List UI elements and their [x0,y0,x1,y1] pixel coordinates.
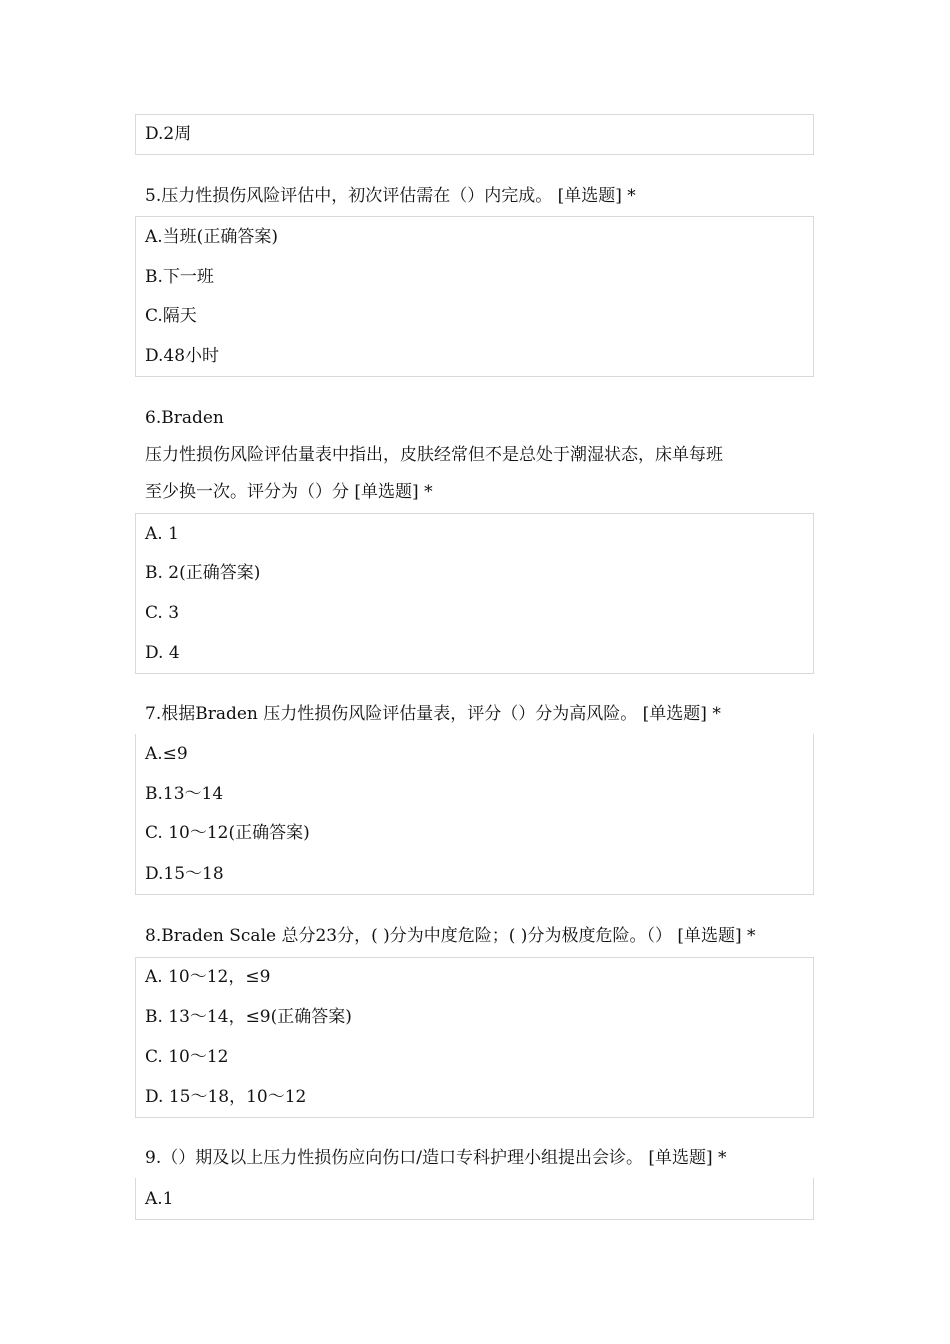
q6-options [135,513,814,674]
q9-options [135,1178,814,1220]
q4-option-d[interactable]: D.2周 [145,124,192,144]
q6-option-d[interactable]: D. 4 [145,643,180,663]
q7-option-b[interactable]: B.13～14 [145,784,224,804]
q8-options [135,957,814,1118]
q6-option-a[interactable]: A. 1 [145,524,179,544]
q7-option-d[interactable]: D.15～18 [145,864,224,884]
q5-option-c[interactable]: C.隔天 [145,306,197,326]
q5-question: 5.压力性损伤风险评估中，初次评估需在（）内完成。 [单选题] * [145,186,636,206]
q8-option-a[interactable]: A. 10～12，≤9 [145,967,271,987]
q5-options [135,216,814,377]
q6-question-line3: 至少换一次。评分为（）分 [单选题] * [145,482,433,502]
q5-option-a[interactable]: A.当班(正确答案) [145,227,278,247]
q7-question: 7.根据Braden 压力性损伤风险评估量表，评分（）分为高风险。 [单选题] * [145,704,721,724]
q9-question: 9.（）期及以上压力性损伤应向伤口/造口专科护理小组提出会诊。 [单选题] * [145,1148,727,1168]
q4-options [135,114,814,155]
q7-options [135,734,814,895]
q9-option-a[interactable]: A.1 [145,1189,174,1209]
q5-option-d[interactable]: D.48小时 [145,346,220,366]
q8-question: 8.Braden Scale 总分23分，( )分为中度危险；( )分为极度危险。（） [单选题] * [145,926,756,946]
q8-option-b[interactable]: B. 13～14，≤9(正确答案) [145,1007,352,1027]
q6-question-line1: 6.Braden [145,408,224,428]
q8-option-c[interactable]: C. 10～12 [145,1047,229,1067]
q8-option-d[interactable]: D. 15～18，10～12 [145,1087,307,1107]
q5-option-b[interactable]: B.下一班 [145,267,214,287]
q6-option-b[interactable]: B. 2(正确答案) [145,563,261,583]
q7-option-a[interactable]: A.≤9 [145,744,188,764]
q6-question-line2: 压力性损伤风险评估量表中指出，皮肤经常但不是总处于潮湿状态，床单每班 [145,445,723,465]
q6-option-c[interactable]: C. 3 [145,603,180,623]
q7-option-c[interactable]: C. 10～12(正确答案) [145,823,310,843]
